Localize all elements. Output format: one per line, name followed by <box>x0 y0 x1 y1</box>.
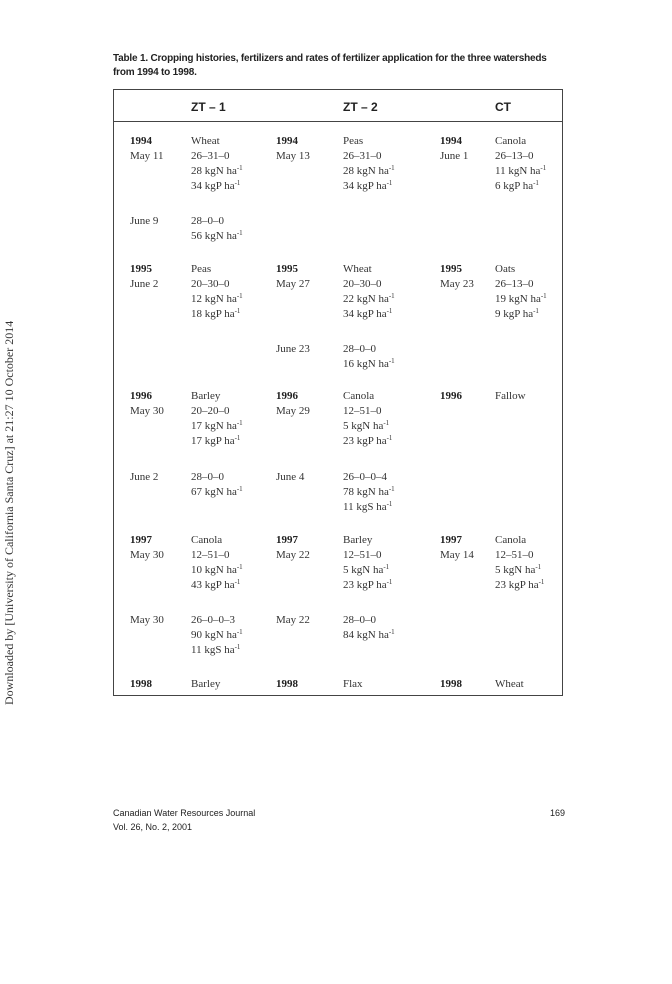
unit-exponent: -1 <box>383 563 390 571</box>
application-date: June 9 <box>130 215 159 227</box>
fertilizer-entry: 12–51–0 <box>191 549 230 561</box>
unit-exponent: -1 <box>234 434 241 442</box>
year-label: 1995 <box>276 263 298 275</box>
application-date: May 30 <box>130 549 164 561</box>
year-label: 1998 <box>130 678 152 690</box>
fertilizer-entry: 34 kgP $ha^{-1}$ <box>343 307 393 320</box>
crop-name: Canola <box>495 534 527 546</box>
fertilizer-entry: 26–13–0 <box>495 150 534 162</box>
fertilizer-entry: 28–0–0 <box>343 343 376 355</box>
unit-exponent: -1 <box>386 578 393 586</box>
unit-exponent: -1 <box>540 164 547 172</box>
page-number: 169 <box>550 808 566 818</box>
fertilizer-entry: 23 kgP $ha^{-1}$ <box>343 578 393 591</box>
journal-name: Canadian Water Resources Journal <box>113 808 256 818</box>
unit-exponent: -1 <box>386 434 393 442</box>
year-label: 1995 <box>130 263 152 275</box>
fertilizer-entry: 28–0–0 <box>191 471 224 483</box>
year-label: 1994 <box>130 135 152 147</box>
fertilizer-entry: 17 kgP $ha^{-1}$ <box>191 434 241 447</box>
application-date: May 30 <box>130 405 164 417</box>
fertilizer-entry: 26–0–0–3 <box>191 614 235 626</box>
crop-name: Barley <box>343 534 373 546</box>
fertilizer-entry: 20–30–0 <box>343 278 382 290</box>
journal-volume: Vol. 26, No. 2, 2001 <box>113 822 193 832</box>
unit-exponent: -1 <box>383 419 390 427</box>
application-date: June 2 <box>130 278 159 290</box>
fertilizer-entry: 12–51–0 <box>495 549 534 561</box>
table-caption: Table 1. Cropping histories, fertilizers and rates of fertilizer application for the three watersheds from 1994 to 1998. <box>113 53 547 78</box>
year-label: 1994 <box>440 135 462 147</box>
crop-name: Flax <box>343 678 363 690</box>
unit-exponent: -1 <box>236 164 243 172</box>
unit-exponent: -1 <box>535 563 542 571</box>
fertilizer-entry: 16 kgN $ha^{-1}$ <box>343 357 395 370</box>
unit-exponent: -1 <box>388 357 395 365</box>
crop-name: Fallow <box>495 390 526 402</box>
fertilizer-entry: 26–13–0 <box>495 278 534 290</box>
application-date: May 23 <box>440 278 474 290</box>
year-label: 1997 <box>130 534 152 546</box>
unit-exponent: -1 <box>236 229 243 237</box>
crop-name: Wheat <box>191 135 220 147</box>
fertilizer-entry: 67 kgN $ha^{-1}$ <box>191 485 243 498</box>
fertilizer-entry: 26–31–0 <box>343 150 382 162</box>
year-label: 1998 <box>276 678 298 690</box>
fertilizer-entry: 20–20–0 <box>191 405 230 417</box>
crop-name: Canola <box>343 390 375 402</box>
fertilizer-entry: 18 kgP $ha^{-1}$ <box>191 307 241 320</box>
year-label: 1994 <box>276 135 298 147</box>
fertilizer-entry: 78 kgN $ha^{-1}$ <box>343 485 395 498</box>
fertilizer-entry: 34 kgP $ha^{-1}$ <box>343 179 393 192</box>
unit-exponent: -1 <box>236 419 243 427</box>
application-date: May 11 <box>130 150 164 162</box>
application-date: June 2 <box>130 471 159 483</box>
unit-exponent: -1 <box>388 485 395 493</box>
fertilizer-entry: 5 kgN $ha^{-1}$ <box>343 563 390 576</box>
crop-name: Barley <box>191 678 221 690</box>
unit-exponent: -1 <box>388 628 395 636</box>
year-label: 1996 <box>440 390 462 402</box>
crop-name: Wheat <box>495 678 524 690</box>
unit-exponent: -1 <box>234 578 241 586</box>
unit-exponent: -1 <box>236 628 243 636</box>
fertilizer-entry: 11 kgS $ha^{-1}$ <box>343 500 393 513</box>
fertilizer-entry: 5 kgN $ha^{-1}$ <box>343 419 390 432</box>
unit-exponent: -1 <box>234 179 241 187</box>
crop-name: Canola <box>495 135 527 147</box>
fertilizer-entry: 20–30–0 <box>191 278 230 290</box>
unit-exponent: -1 <box>386 307 393 315</box>
application-date: May 13 <box>276 150 310 162</box>
crop-name: Wheat <box>343 263 372 275</box>
fertilizer-entry: 12 kgN $ha^{-1}$ <box>191 292 243 305</box>
application-date: June 1 <box>440 150 469 162</box>
fertilizer-entry: 12–51–0 <box>343 549 382 561</box>
fertilizer-entry: 11 kgN $ha^{-1}$ <box>495 164 547 177</box>
cropping-table <box>113 89 563 696</box>
header-rule <box>114 121 562 122</box>
fertilizer-entry: 5 kgN $ha^{-1}$ <box>495 563 542 576</box>
unit-exponent: -1 <box>533 179 539 187</box>
fertilizer-entry: 19 kgN $ha^{-1}$ <box>495 292 547 305</box>
crop-name: Oats <box>495 263 516 275</box>
unit-exponent: -1 <box>236 485 243 493</box>
fertilizer-entry: 23 kgP $ha^{-1}$ <box>343 434 393 447</box>
application-date: May 14 <box>440 549 474 561</box>
fertilizer-entry: 34 kgP $ha^{-1}$ <box>191 179 241 192</box>
application-date: June 23 <box>276 343 310 355</box>
crop-name: Peas <box>191 263 212 275</box>
unit-exponent: -1 <box>538 578 545 586</box>
fertilizer-entry: 23 kgP $ha^{-1}$ <box>495 578 545 591</box>
application-date: May 30 <box>130 614 164 626</box>
crop-name: Peas <box>343 135 364 147</box>
application-date: May 27 <box>276 278 310 290</box>
unit-exponent: -1 <box>540 292 547 300</box>
unit-exponent: -1 <box>388 164 395 172</box>
fertilizer-entry: 22 kgN $ha^{-1}$ <box>343 292 395 305</box>
year-label: 1998 <box>440 678 462 690</box>
column-header-ct: CT <box>495 100 511 114</box>
application-date: May 22 <box>276 549 310 561</box>
column-header-zt2: ZT – 2 <box>343 100 378 114</box>
fertilizer-entry: 90 kgN $ha^{-1}$ <box>191 628 243 641</box>
fertilizer-entry: 10 kgN $ha^{-1}$ <box>191 563 243 576</box>
year-label: 1996 <box>130 390 152 402</box>
fertilizer-entry: 28–0–0 <box>191 215 224 227</box>
fertilizer-entry: 26–31–0 <box>191 150 230 162</box>
fertilizer-entry: 28 kgN $ha^{-1}$ <box>191 164 243 177</box>
fertilizer-entry: 28–0–0 <box>343 614 376 626</box>
crop-name: Canola <box>191 534 223 546</box>
unit-exponent: -1 <box>388 292 395 300</box>
unit-exponent: -1 <box>234 643 241 651</box>
application-date: May 29 <box>276 405 310 417</box>
unit-exponent: -1 <box>386 179 393 187</box>
application-date: June 4 <box>276 471 305 483</box>
fertilizer-entry: 56 kgN $ha^{-1}$ <box>191 229 243 242</box>
unit-exponent: -1 <box>236 563 243 571</box>
application-date: May 22 <box>276 614 310 626</box>
year-label: 1997 <box>276 534 298 546</box>
year-label: 1997 <box>440 534 462 546</box>
year-label: 1995 <box>440 263 462 275</box>
download-watermark: Downloaded by [University of California Santa Cruz] at 21:27 10 October 2014 <box>2 320 16 705</box>
unit-exponent: -1 <box>386 500 393 508</box>
fertilizer-entry: 9 kgP $ha^{-1}$ <box>495 307 539 320</box>
crop-name: Barley <box>191 390 221 402</box>
fertilizer-entry: 6 kgP $ha^{-1}$ <box>495 179 539 192</box>
fertilizer-entry: 28 kgN $ha^{-1}$ <box>343 164 395 177</box>
unit-exponent: -1 <box>533 307 539 315</box>
unit-exponent: -1 <box>236 292 243 300</box>
fertilizer-entry: 26–0–0–4 <box>343 471 387 483</box>
fertilizer-entry: 43 kgP $ha^{-1}$ <box>191 578 241 591</box>
year-label: 1996 <box>276 390 298 402</box>
fertilizer-entry: 17 kgN $ha^{-1}$ <box>191 419 243 432</box>
column-header-zt1: ZT – 1 <box>191 100 226 114</box>
fertilizer-entry: 84 kgN $ha^{-1}$ <box>343 628 395 641</box>
fertilizer-entry: 12–51–0 <box>343 405 382 417</box>
unit-exponent: -1 <box>234 307 241 315</box>
fertilizer-entry: 11 kgS $ha^{-1}$ <box>191 643 241 656</box>
